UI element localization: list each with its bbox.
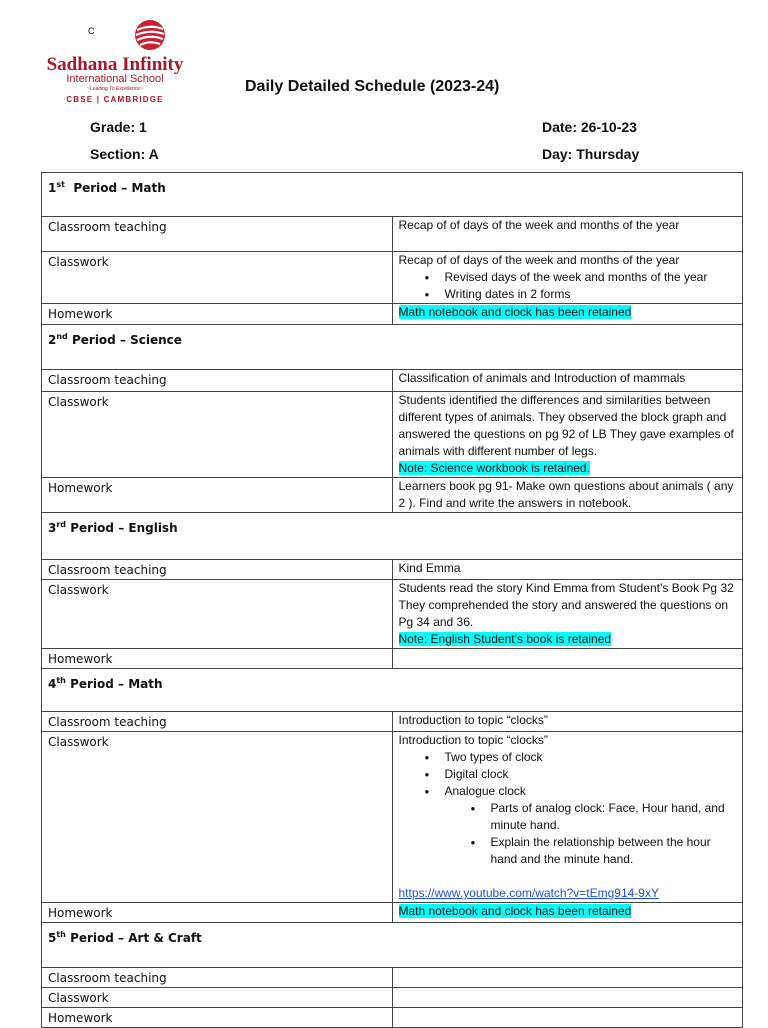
bullet-item: ● Digital clock — [445, 766, 737, 783]
school-logo — [40, 18, 190, 108]
document-title: Daily Detailed Schedule (2023-24) — [245, 78, 500, 95]
grade-label: Grade: 1 — [90, 119, 147, 135]
homework-row — [42, 649, 743, 669]
homework-text: Math notebook and clock has been retained — [398, 305, 632, 319]
row-label: Classroom teaching — [42, 370, 393, 392]
classwork-note: Note: English Student’s book is retained — [398, 632, 612, 646]
row-label: Classroom teaching — [42, 217, 393, 252]
row-label: Homework — [42, 478, 393, 513]
homework-text: Learners book pg 91- Make own questions about animals ( any 2 ). Find and write the answers in notebook. — [392, 478, 743, 513]
homework-cell — [392, 304, 743, 325]
classwork-line: Students read the story Kind Emma from Student’s Book Pg 32 — [398, 581, 734, 595]
period-header-row — [42, 669, 743, 712]
bullet-item: ● Two types of clock — [445, 749, 737, 766]
schedule-table — [41, 172, 743, 1028]
logo-mark-letter: C — [88, 26, 95, 36]
classroom-teaching-row — [42, 217, 743, 252]
classwork-row — [42, 392, 743, 478]
date-label: Date: 26-10-23 — [542, 119, 637, 135]
row-label: Classwork — [42, 252, 393, 304]
classwork-cell — [392, 580, 743, 649]
classwork-note: Note: Science workbook is retained. — [398, 461, 590, 475]
classroom-teaching-row — [42, 370, 743, 392]
homework-row — [42, 304, 743, 325]
period-title: 5th Period – Art & Craft — [42, 923, 743, 968]
classwork-text — [392, 988, 743, 1008]
classwork-row — [42, 732, 743, 903]
school-tagline: ~Leading To Excellence~ — [87, 86, 143, 92]
row-label: Homework — [42, 903, 393, 923]
row-label: Homework — [42, 649, 393, 669]
sub-bullet-item: ● Parts of analog clock: Face, Hour hand, and minute hand. — [491, 800, 737, 834]
period-header-row — [42, 173, 743, 217]
school-boards: CBSE | CAMBRIDGE — [66, 95, 164, 104]
row-label: Classwork — [42, 988, 393, 1008]
homework-text: Math notebook and clock has been retained — [398, 904, 632, 918]
sub-bullet-list — [445, 800, 737, 868]
school-type: International School — [66, 73, 164, 85]
classroom-teaching-text: Introduction to topic “clocks” — [392, 712, 743, 732]
period-title: 1st Period – Math — [42, 173, 743, 217]
homework-row — [42, 1008, 743, 1028]
classwork-cell — [392, 252, 743, 304]
bullet-item: ● Revised days of the week and months of the year — [445, 269, 737, 286]
bullet-item: ● Analogue clock ● Parts of analog clock: Face, Hour hand, and minute hand. ● Explain the relationship between the hour hand and the minute hand. — [445, 783, 737, 868]
period-header-row — [42, 513, 743, 560]
bullet-item: ● Writing dates in 2 forms — [445, 286, 737, 303]
row-label: Classwork — [42, 732, 393, 903]
classroom-teaching-text: Classification of animals and Introduction of mammals — [392, 370, 743, 392]
period-title: 3rd Period – English — [42, 513, 743, 560]
classroom-teaching-row — [42, 712, 743, 732]
classwork-intro: Recap of of days of the week and months of the year — [398, 253, 680, 267]
period-header-row — [42, 325, 743, 370]
classwork-bullet-list — [399, 269, 737, 303]
classwork-cell — [392, 392, 743, 478]
school-name: Sadhana Infinity — [46, 54, 184, 75]
homework-text — [392, 649, 743, 669]
row-label: Classroom teaching — [42, 560, 393, 580]
homework-cell — [392, 903, 743, 923]
classwork-row — [42, 988, 743, 1008]
homework-row — [42, 903, 743, 923]
classwork-row — [42, 580, 743, 649]
classroom-teaching-text: Recap of of days of the week and months of the year — [392, 217, 743, 252]
period-title: 2nd Period – Science — [42, 325, 743, 370]
day-label: Day: Thursday — [542, 146, 640, 162]
homework-text — [392, 1008, 743, 1028]
row-label: Classwork — [42, 580, 393, 649]
classwork-intro: Introduction to topic “clocks” — [398, 733, 548, 747]
period-title: 4th Period – Math — [42, 669, 743, 712]
section-label: Section: A — [90, 146, 159, 162]
period-header-row — [42, 923, 743, 968]
row-label: Classwork — [42, 392, 393, 478]
row-label: Classroom teaching — [42, 712, 393, 732]
classroom-teaching-row — [42, 968, 743, 988]
row-label: Homework — [42, 1008, 393, 1028]
classwork-text: Students identified the differences and similarities between different types of animals. They observed the block graph and answered the questions on pg 92 of LB They gave examples of animals with different number of legs. — [398, 393, 734, 458]
logo-emblem-icon — [132, 18, 168, 52]
classwork-row — [42, 252, 743, 304]
homework-row — [42, 478, 743, 513]
classroom-teaching-text — [392, 968, 743, 988]
classwork-bullet-list — [399, 749, 737, 868]
row-label: Homework — [42, 304, 393, 325]
sub-bullet-item: ● Explain the relationship between the hour hand and the minute hand. — [491, 834, 737, 868]
classwork-cell — [392, 732, 743, 903]
classwork-line: They comprehended the story and answered the questions on Pg 34 and 36. — [398, 598, 729, 629]
row-label: Classroom teaching — [42, 968, 393, 988]
classroom-teaching-text: Kind Emma — [392, 560, 743, 580]
youtube-link[interactable]: https://www.youtube.com/watch?v=tEmg914-9xY — [398, 886, 659, 900]
classroom-teaching-row — [42, 560, 743, 580]
